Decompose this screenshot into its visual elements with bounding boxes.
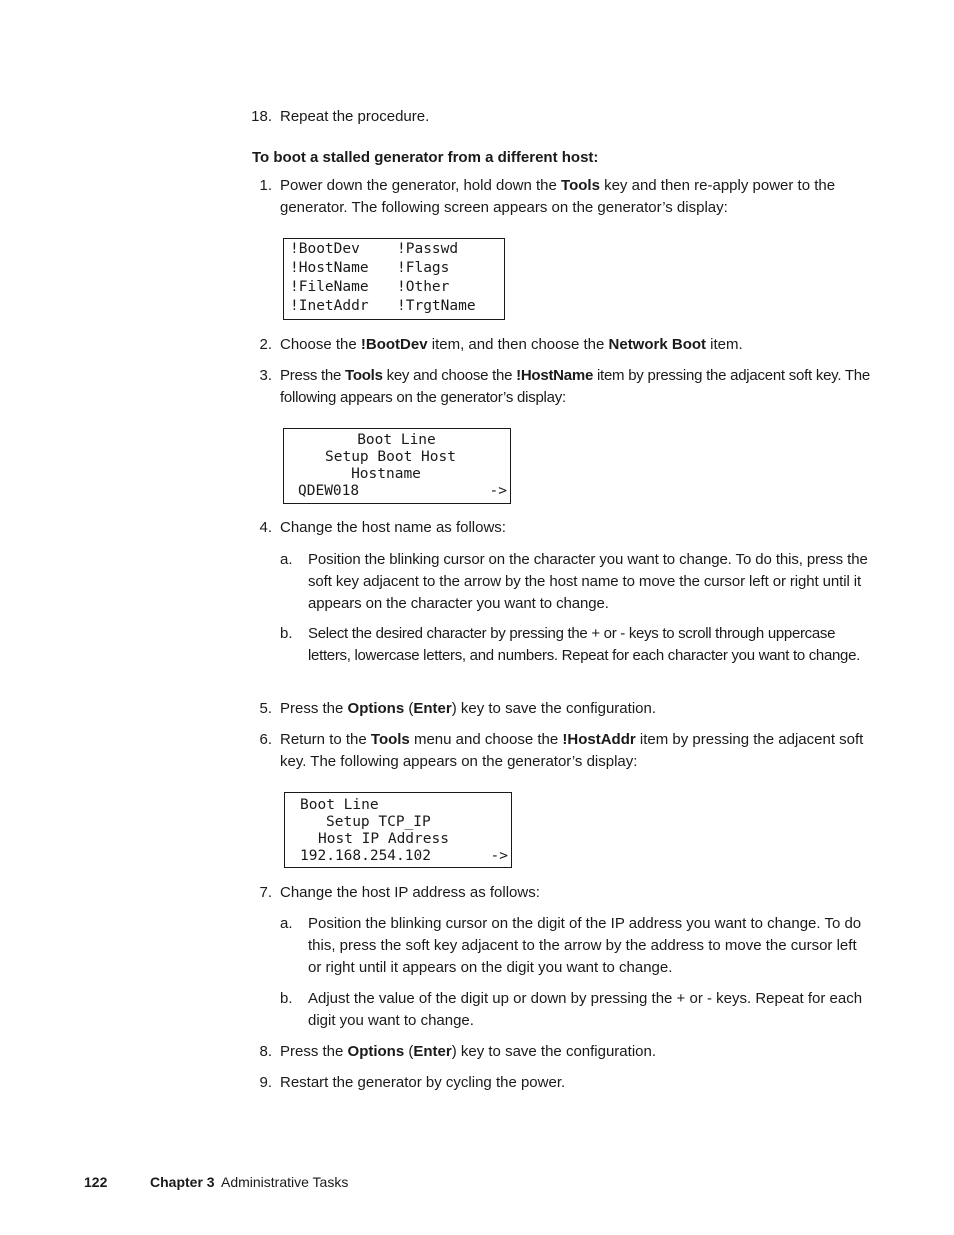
generator-display-hostname bbox=[283, 428, 511, 504]
substep-letter: b. bbox=[280, 625, 293, 642]
step-text: Choose the !BootDev item, and then choose the Network Boot item. bbox=[280, 336, 743, 353]
menu-item: !Other bbox=[397, 279, 450, 295]
display-line: Boot Line bbox=[300, 797, 379, 813]
cursor-arrow-icon: -> bbox=[489, 483, 507, 499]
step-text: Press the Options (Enter) key to save the configuration. bbox=[280, 1043, 656, 1060]
step-number: 4. bbox=[259, 519, 272, 536]
menu-item: !Passwd bbox=[397, 241, 459, 257]
menu-item: !BootDev bbox=[290, 241, 360, 257]
generator-display-host-ip bbox=[284, 792, 512, 868]
hostname-value: QDEW018 bbox=[298, 483, 360, 499]
substep-text: Position the blinking cursor on the digit of the IP address you want to change. To do this, press the soft key adjacent to the arrow by the address to move the cursor left or right until it appears on the digit you want to change. bbox=[308, 915, 862, 976]
display-line: Setup TCP_IP bbox=[326, 814, 431, 830]
step-number: 6. bbox=[259, 731, 272, 748]
menu-item: !InetAddr bbox=[290, 298, 369, 314]
substep-text: Position the blinking cursor on the character you want to change. To do this, press the soft key adjacent to the arrow by the host name to move the cursor left or right until it appears on the character you want to change. bbox=[308, 551, 868, 612]
menu-item: !TrgtName bbox=[397, 298, 476, 314]
footer-chapter: Chapter 3 bbox=[150, 1174, 215, 1190]
step-text: Restart the generator by cycling the power. bbox=[280, 1074, 566, 1091]
display-line: Hostname bbox=[351, 466, 421, 482]
generator-display-menu bbox=[283, 238, 505, 320]
step-number: 7. bbox=[259, 884, 272, 901]
footer-title: Administrative Tasks bbox=[221, 1174, 349, 1190]
display-line: Boot Line bbox=[357, 432, 436, 448]
page-number: 122 bbox=[84, 1174, 108, 1190]
substep-letter: b. bbox=[280, 990, 293, 1007]
step-number: 5. bbox=[259, 700, 272, 717]
step-number: 2. bbox=[259, 336, 272, 353]
step-text: Power down the generator, hold down the Tools key and then re-apply power to the generator. The following screen appears on the generator’s display: bbox=[280, 177, 836, 216]
menu-item: !FileName bbox=[290, 279, 369, 295]
display-line: Host IP Address bbox=[318, 831, 449, 847]
step-number: 8. bbox=[259, 1043, 272, 1060]
substep-text: Select the desired character by pressing the + or - keys to scroll through uppercase letters, lowercase letters, and numbers. Repeat for each character you want to change. bbox=[308, 625, 861, 664]
section-heading: To boot a stalled generator from a different host: bbox=[252, 149, 599, 166]
step-text: Return to the Tools menu and choose the !HostAddr item by pressing the adjacent soft key. The following appears on the generator’s display: bbox=[280, 731, 864, 770]
step-text: Press the Options (Enter) key to save the configuration. bbox=[280, 700, 656, 717]
menu-item: !HostName bbox=[290, 260, 369, 276]
step-text: Change the host IP address as follows: bbox=[280, 884, 540, 901]
menu-item: !Flags bbox=[397, 260, 450, 276]
ip-address-value: 192.168.254.102 bbox=[300, 848, 431, 864]
substep-text: Adjust the value of the digit up or down by pressing the + or - keys. Repeat for each digit you want to change. bbox=[308, 990, 863, 1029]
step-number: 9. bbox=[259, 1074, 272, 1091]
step-text: Change the host name as follows: bbox=[280, 519, 506, 536]
substep-letter: a. bbox=[280, 915, 293, 932]
step-text: Repeat the procedure. bbox=[280, 108, 430, 125]
step-number: 3. bbox=[259, 367, 272, 384]
step-number: 1. bbox=[259, 177, 272, 194]
step-number: 18. bbox=[251, 108, 272, 125]
cursor-arrow-icon: -> bbox=[490, 848, 508, 864]
step-text: Press the Tools key and choose the !HostName item by pressing the adjacent soft key. The following appears on the generator’s display: bbox=[280, 367, 870, 406]
substep-letter: a. bbox=[280, 551, 293, 568]
display-line: Setup Boot Host bbox=[325, 449, 456, 465]
